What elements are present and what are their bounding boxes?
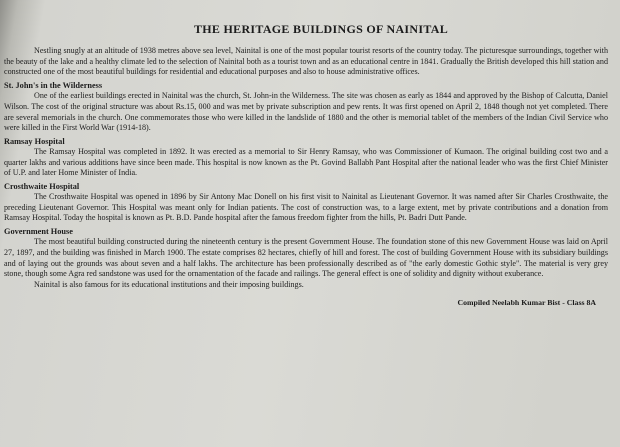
section-heading-crosthwaite-hospital: Crosthwaite Hospital (4, 182, 80, 192)
section-text-ramsay-hospital: The Ramsay Hospital was completed in 1892. It was erected as a memorial to Sir Henry Ramsay, who was Commissioner of Kumaon. The original building cost two and a quarter lakhs and various additions have since been made. This hospital is now known as the Pt. Govind Ballabh Pant Hospital after the national leader who was the first Chief Minister of U.P. and later Home Minister of India. (4, 146, 608, 178)
section-heading-ramsay-hospital: Ramsay Hospital (4, 136, 65, 146)
author-credit: Compiled Neelabh Kumar Bist - Class 8A (457, 297, 596, 307)
section-heading-st-johns: St. John's in the Wilderness (4, 81, 103, 91)
section-text-st-johns: One of the earliest buildings erected in Nainital was the church, St. John-in the Wilderness. The site was chosen as early as 1844 and approved by the Bishop of Calcutta, Daniel Wilson. The cost of the original structure was about Rs.15, 000 and was met by private subscription and pew rents. It was first opened on April 2, 1848 though not yet completed. There are several memorials in the church. One commemorates those who were killed in the landslide of 1880 and the other is memorial tablet of the members of the Indian Civil Service who were killed in the First World War (1914-18). (4, 91, 608, 133)
section-text-crosthwaite-hospital: The Crosthwaite Hospital was opened in 1896 by Sir Antony Mac Donell on his first visit to Nainital as Lieutenant Governor. It was named after Sir Charles Crosthwaite, the preceding Lieutenant Governor. This Hospital was meant only for Indian patients. The cost of construction was, to a large extent, met by private contributions and a donation from Ramsay Hospital. Today the hospital is known as Pt. B.D. Pande hospital after the famous freedom fighter from the hills, Pt. Badri Dutt Pande. (4, 192, 608, 223)
section-heading-government-house: Government House (4, 227, 73, 237)
intro-paragraph: Nestling snugly at an altitude of 1938 metres above sea level, Nainital is one of the most popular tourist resorts of the country today. The picturesque surroundings, together with the beauty of the lake and a healthy climate led to the selection of Nainital both as a tourist town and as an educational centre in 1841. Gradually the British developed this hill station and constructed one of the most beautiful buildings for residential and educational purposes and also to house administrative offices. (4, 46, 608, 77)
section-text-government-house: The most beautiful building constructed during the nineteenth century is the present Government House. The foundation stone of this new Government House was laid on April 27, 1897, and the building was finished in March 1900. The estate comprises 82 hectares, chiefly of hill and forest. The cost of building Government House with its subsidiary buildings and of laying out the grounds was about seven and a half lakhs. The architecture has been professionally described as of "the early domestic Gothic style". The material is very grey stone, though some Agra red sandstone was used for the ornamentation of the facade and railings. The general effect is one of solidity and dignity without exuberance. (4, 237, 608, 279)
closing-paragraph: Nainital is also famous for its educational institutions and their imposing buildings. (34, 279, 304, 289)
document-title: THE HERITAGE BUILDINGS OF NAINITAL (193, 22, 449, 36)
